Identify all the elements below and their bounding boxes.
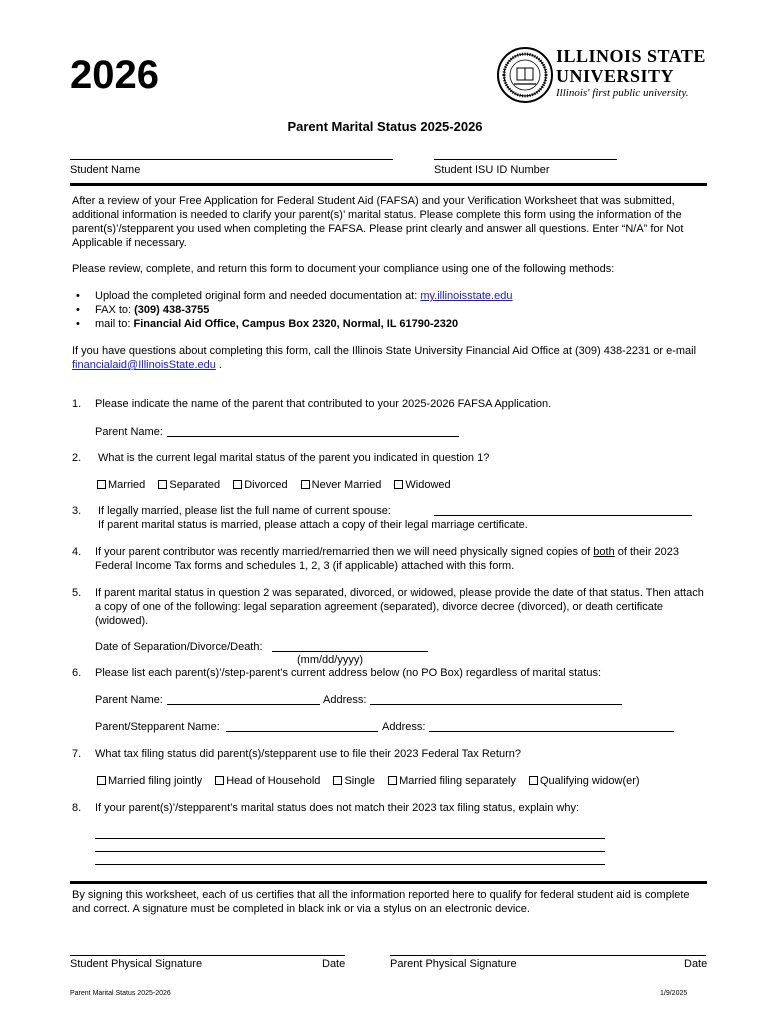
section-divider — [70, 183, 707, 186]
checkbox-icon[interactable] — [215, 776, 224, 785]
form-year: 2026 — [70, 53, 159, 97]
q6-stepparent-address-field[interactable] — [429, 731, 674, 732]
q7-options — [97, 774, 650, 788]
checkbox-icon[interactable] — [301, 480, 310, 489]
q6-address-label: Address: — [323, 694, 367, 706]
q2-option-never-married[interactable] — [301, 478, 382, 492]
footer-form-name: Parent Marital Status 2025-2026 — [70, 990, 171, 997]
q2-option-widowed[interactable] — [394, 478, 450, 492]
parent-signature-label: Parent Physical Signature — [390, 958, 517, 970]
section-divider — [70, 881, 707, 884]
q8-explanation-line-2[interactable] — [95, 851, 605, 852]
checkbox-icon[interactable] — [394, 480, 403, 489]
contact-text: If you have questions about completing this form, call the Illinois State University Financial Aid Office at (309) 438-2231 or e-mail — [72, 345, 697, 357]
q1-parent-name-field[interactable] — [167, 436, 459, 437]
option-label: Widowed — [405, 479, 451, 491]
q4-text-before: If your parent contributor was recently married/remarried then we will need physically signed copies of — [95, 546, 594, 558]
student-name-field[interactable] — [70, 159, 393, 160]
q3-line1: If legally married, please list the full name of current spouse: — [98, 505, 391, 517]
student-id-label: Student ISU ID Number — [434, 164, 550, 176]
q2-option-married[interactable] — [97, 478, 145, 492]
q7-option-married-jointly[interactable] — [97, 774, 202, 788]
checkbox-icon[interactable] — [529, 776, 538, 785]
q2-options — [97, 478, 461, 492]
q5-date-label: Date of Separation/Divorce/Death: — [95, 641, 263, 653]
parent-signature-field[interactable] — [390, 955, 706, 956]
form-title: Parent Marital Status 2025-2026 — [287, 119, 483, 134]
q3-line2: If parent marital status is married, please attach a copy of their legal marriage certificate. — [98, 519, 528, 531]
option-label: Separated — [169, 479, 221, 491]
q6-stepparent-label: Parent/Stepparent Name: — [95, 721, 220, 733]
option-label: Married filing jointly — [108, 775, 203, 787]
q6-address-label-2: Address: — [382, 721, 426, 733]
student-date-label: Date — [322, 958, 346, 970]
checkbox-icon[interactable] — [233, 480, 242, 489]
checkbox-icon[interactable] — [97, 776, 106, 785]
q8-explanation-line-1[interactable] — [95, 838, 605, 839]
q2-number: 2. — [72, 452, 82, 464]
fax-number: (309) 438-3755 — [134, 304, 210, 316]
bullet-icon: • — [76, 304, 80, 316]
intro-paragraph: After a review of your Free Application for Federal Student Aid (FAFSA) and your Verification Worksheet that was submitted, additional information is needed to clarify your parent(s)’ marital status. Please complete this form using the information of the parent(s)’/stepparent you used when completing the FAFSA. Please print clearly and answer all questions. Enter “N/A” for Not Applicable if necessary. — [72, 195, 684, 249]
university-name-line1: ILLINOIS STATE — [556, 46, 706, 66]
upload-link[interactable]: my.illinoisstate.edu — [420, 290, 513, 302]
q1-number: 1. — [72, 398, 82, 410]
option-label: Head of Household — [226, 775, 321, 787]
student-name-label: Student Name — [70, 164, 141, 176]
contact-end: . — [215, 359, 222, 371]
q7-number: 7. — [72, 748, 82, 760]
q6-parent-name-label: Parent Name: — [95, 694, 163, 706]
method-mail — [95, 317, 458, 331]
parent-date-label: Date — [684, 958, 708, 970]
q8-text: If your parent(s)’/stepparent’s marital status does not match their 2023 tax filing status, explain why: — [95, 802, 580, 814]
methods-intro: Please review, complete, and return this form to document your compliance using one of the following methods: — [72, 263, 615, 275]
certification-paragraph: By signing this worksheet, each of us certifies that all the information reported here to qualify for federal student aid is complete and correct. A signature must be completed in black ink or via a stylus on an electronic device. — [72, 889, 690, 915]
q6-text: Please list each parent(s)’/step-parent’s current address below (no PO Box) regardless of marital status: — [95, 667, 602, 679]
q7-option-single[interactable] — [333, 774, 375, 788]
university-name-line2: UNIVERSITY — [556, 66, 675, 86]
university-seal-icon — [496, 46, 554, 104]
q6-number: 6. — [72, 667, 82, 679]
q1-parent-name-label: Parent Name: — [95, 426, 163, 438]
q3-number: 3. — [72, 505, 82, 517]
checkbox-icon[interactable] — [158, 480, 167, 489]
q2-text: What is the current legal marital status of the parent you indicated in question 1? — [98, 452, 490, 464]
method-upload — [95, 289, 512, 303]
q7-text: What tax filing status did parent(s)/stepparent use to file their 2023 Federal Tax Return? — [95, 748, 521, 760]
option-label: Divorced — [244, 479, 288, 491]
q8-number: 8. — [72, 802, 82, 814]
option-label: Married filing separately — [399, 775, 516, 787]
q5-text: If parent marital status in question 2 was separated, divorced, or widowed, please provide the date of that status. Then attach a copy of one of the following: legal separation agreement (separated), divorce decree (divorced), or death certificate (widowed). — [95, 587, 704, 627]
mail-address: Financial Aid Office, Campus Box 2320, Normal, IL 61790-2320 — [133, 318, 459, 330]
option-label: Qualifying widow(er) — [539, 775, 640, 787]
q4-text — [95, 545, 707, 573]
q6-stepparent-name-field[interactable] — [226, 731, 378, 732]
q4-text-underlined: both — [593, 546, 615, 558]
option-label: Married — [108, 479, 146, 491]
q4-number: 4. — [72, 546, 82, 558]
bullet-icon: • — [76, 318, 80, 330]
option-label: Never Married — [311, 479, 382, 491]
bullet-icon: • — [76, 290, 80, 302]
method-fax — [95, 303, 209, 317]
q1-text: Please indicate the name of the parent that contributed to your 2025-2026 FAFSA Application. — [95, 398, 552, 410]
q7-option-qualifying-widow[interactable] — [529, 774, 640, 788]
q5-number: 5. — [72, 587, 82, 599]
upload-text: Upload the completed original form and needed documentation at: — [95, 290, 421, 302]
q6-parent-address-field[interactable] — [370, 704, 622, 705]
mail-text: mail to: — [95, 318, 134, 330]
q7-option-head-of-household[interactable] — [215, 774, 320, 788]
fax-text: FAX to: — [95, 304, 135, 316]
contact-email-link[interactable]: financialaid@IllinoisState.edu — [72, 359, 216, 371]
contact-paragraph — [72, 344, 707, 372]
q4-text-after: of their 2023 Federal Income Tax forms and schedules 1, 2, 3 (if applicable) attached with this form. — [95, 546, 679, 572]
q3-spouse-name-field[interactable] — [434, 515, 692, 516]
checkbox-icon[interactable] — [333, 776, 342, 785]
q5-date-format: (mm/dd/yyyy) — [297, 654, 363, 666]
q7-option-married-separately[interactable] — [388, 774, 516, 788]
option-label: Single — [344, 775, 376, 787]
q8-explanation-line-3[interactable] — [95, 864, 605, 865]
checkbox-icon[interactable] — [97, 480, 106, 489]
checkbox-icon[interactable] — [388, 776, 397, 785]
q2-option-divorced[interactable] — [233, 478, 287, 492]
student-id-field[interactable] — [434, 159, 617, 160]
university-logo — [496, 44, 716, 108]
university-tagline: Illinois' first public university. — [556, 87, 689, 99]
q5-date-field[interactable] — [272, 651, 428, 652]
q2-option-separated[interactable] — [158, 478, 220, 492]
student-signature-label: Student Physical Signature — [70, 958, 203, 970]
student-signature-field[interactable] — [70, 955, 345, 956]
q6-parent-name-field[interactable] — [167, 704, 320, 705]
footer-date: 1/9/2025 — [660, 990, 688, 997]
